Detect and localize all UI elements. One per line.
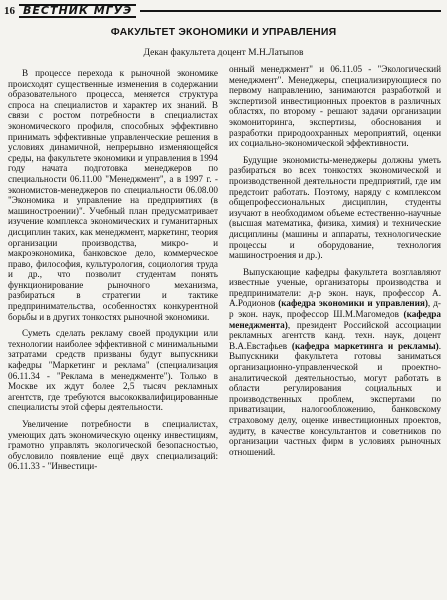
- author-line: Декан факультета доцент М.Н.Латыпов: [143, 48, 304, 58]
- paragraph: [229, 267, 441, 458]
- department-name: (кафедра менеджмента): [229, 309, 441, 330]
- text-run: Выпускающие кафедры факультета возглавляют известные ученые, организаторы производства и предприниматели: д-р экон. наук, профессор А. А.Родионов: [229, 266, 441, 309]
- paragraph: Суметь сделать рекламу своей продукции или технологии наиболее эффективной с минимальными затратами средств призваны будут выпускники кафедры "Маркетинг и реклама" (специализация 06.11.34 - "Реклама в менеджменте"). Только в Москве их ждут более 2,5 тысяч рекламных агентств, где требуются высококвалифицированные специалисты этой сферы деятельности.: [8, 328, 218, 413]
- right-column: [229, 64, 441, 598]
- paragraph: онный менеджмент" и 06.11.05 - "Экологический менеджмент". Менеджеры, специализирующиеся по первому направлению, занимаются разработкой и экспертизой инвестиционных проектов в различных областях, по второму - решают задачи организации экомониторинга, экспертизы, обоснования и разработки природоохранных мероприятий, оценки их социально-экономической эффективности.: [229, 64, 441, 149]
- page-number: 16: [4, 5, 15, 17]
- text-run: , д-р экон. наук, профессор Ш.М.Магомедов: [229, 298, 441, 320]
- header-rule: [140, 10, 441, 12]
- page-header: [4, 4, 441, 18]
- department-name: (кафедра экономики и управления): [278, 298, 428, 309]
- journal-title: ВЕСТНИК МГУЭ: [19, 4, 136, 18]
- department-name: (кафедра маркетинга и рекламы): [291, 340, 439, 351]
- left-column: [8, 68, 218, 598]
- paragraph: В процессе перехода к рыночной экономике происходят существенные изменения в содержании образовательного процесса, меняется структура спроса на специалистов и характер их знаний. В связи с ростом потребности в специалистах экономического профиля, способных эффективно принимать эффективные управленческие решения в условиях динамичной, непрерывно изменяющейся среды, на факультете экономики и управления в 1994 году начата подготовка менеджеров по специальности 06.11.00 "Менеджмент", а в 1997 г. - экономистов-менеджеров по специальности 06.08.00 "Экономика и управление на предприятиях (в машиностроении)". Учебный план предусматривает изучение комплекса экономических и гуманитарных дисциплин таких, как менеджмент, маркетинг, теория организации производства, микро- и макроэкономика, банковское дело, коммерческое право, философия, культурология, социология труда и др., что позволит студентам понять функционирование рыночного механизма, разбираться в стратегии и тактике предпринимательства, особенностях конкурентной борьбы и в других тонкостях рыночной экономики.: [8, 68, 218, 322]
- paragraph: Будущие экономисты-менеджеры должны уметь разбираться во всех тонкостях экономической и производственной деятельности предприятий, где им предстоит работать. Поэтому, наряду с комплексом общепрофессиональных дисциплин, студенты изучают в необходимом объеме естественно-научные (высшая математика, физика, химия) и технические дисциплины (машины и аппараты, технологические процессы и оборудование, технология машиностроения и др.).: [229, 154, 441, 261]
- paragraph: Увеличение потребности в специалистах, умеющих дать экономическую оценку инвестициям, грамотно управлять экологической безопасностью, обусловило появление ещё двух специализаций: 06.11.33 - "Инвестици-: [8, 419, 218, 472]
- text-run: , президент Российской ассоциации рекламных агентств канд. техн. наук, доцент В.А.Евстафьев: [229, 319, 441, 351]
- text-run: . Выпускники факультета готовы заниматься организационно-управленческой и проектно-аналитической деятельностью, могут работать в области регулирования социальных и производственных проблем, экспертами по приватизации, налогообложению, банковскому страховому делу, оценке инвестиционных проектов, аудиту, в качестве консультантов и советников по организации частных фирм в условиях рыночных отношений.: [229, 340, 441, 457]
- article-title: ФАКУЛЬТЕТ ЭКОНОМИКИ И УПРАВЛЕНИЯ: [110, 26, 337, 38]
